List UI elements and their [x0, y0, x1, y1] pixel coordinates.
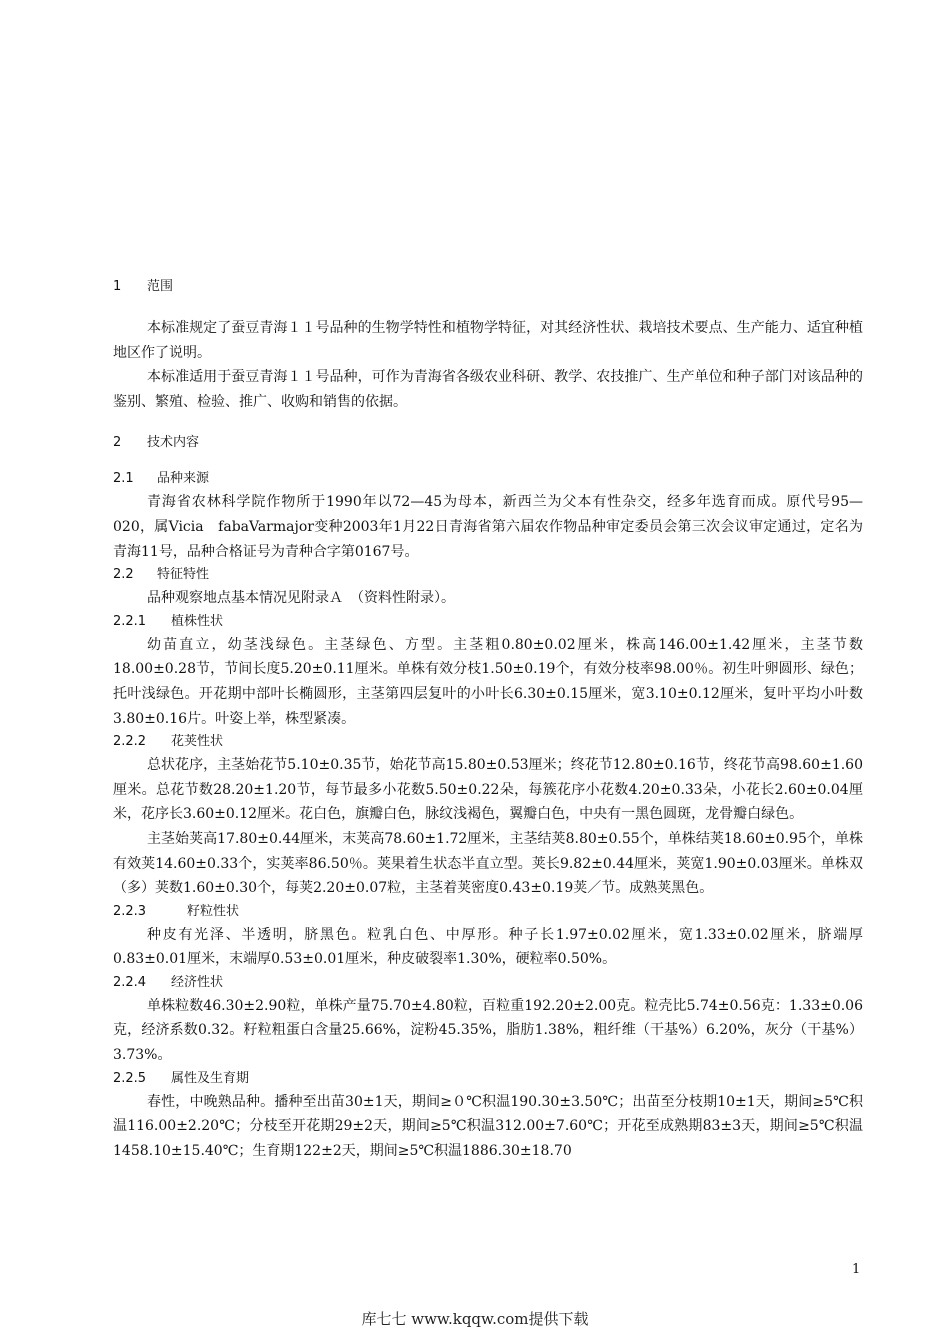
footer-text: 库七七 www.kqqw.com提供下载 — [361, 1310, 589, 1328]
subsection-title: 特征特性 — [157, 567, 210, 583]
subsection-heading — [113, 564, 863, 586]
subsection-title: 品种来源 — [157, 471, 210, 487]
section-heading-scope — [113, 276, 863, 298]
subsection-heading — [113, 1068, 863, 1090]
subsection-title: 花荚性状 — [171, 734, 224, 750]
paragraph: 本标准适用于蚕豆青海１１号品种，可作为青海省各级农业科研、教学、农技推广、生产单位和种子部门对该品种的鉴别、繁殖、检验、推广、收购和销售的依据。 — [113, 369, 863, 410]
paragraph: 品种观察地点基本情况见附录Ａ （资料性附录）。 — [147, 590, 455, 607]
paragraph: 本标准规定了蚕豆青海１１号品种的生物学特性和植物学特征，对其经济性状、栽培技术要点、生产能力、适宜种植地区作了说明。 — [113, 320, 863, 361]
paragraph: 种皮有光泽、半透明，脐黑色。粒乳白色、中厚形。种子长1.97±0.02厘米，宽1.33±0.02厘米，脐端厚0.83±0.01厘米，末端厚0.53±0.01厘米，种皮破裂率1.30%，硬粒率0.50%。 — [113, 926, 863, 968]
subsection-heading — [113, 468, 863, 490]
subsection-number: 2.2.3 — [113, 903, 147, 919]
section-title: 技术内容 — [147, 435, 200, 451]
subsection-number: 2.2.5 — [113, 1070, 147, 1086]
subsection-number: 2.2.1 — [113, 613, 147, 629]
paragraph: 总状花序，主茎始花节5.10±0.35节，始花节高15.80±0.53厘米；终花节12.80±0.16节，终花节高98.60±1.60厘米。总花节数28.20±1.20节，每节最多小花数5.50±0.22朵，每簇花序小花数4.20±0.33朵，小花长2.60±0.04厘米，花序长3.60±0.12厘米。花白色，旗瓣白色，脉纹浅褐色，翼瓣白色，中央有一黑色圆斑，龙骨瓣白绿色。 — [113, 757, 863, 823]
subsection-number: 2.2 — [113, 567, 134, 583]
subsection-heading — [113, 611, 863, 633]
subsection-heading — [113, 901, 863, 923]
subsection-title: 属性及生育期 — [171, 1070, 250, 1086]
paragraph: 青海省农林科学院作物所于1990年以72—45为母本，新西兰为父本有性杂交，经多年选育而成。原代号95—020，属Vicia fabaVarmajor变种2003年1月22日青海省第六届农作物品种审定委员会第三次会议审定通过，定名为青海11号，品种合格证号为青种合字第0167号。 — [113, 494, 863, 560]
subsection-number: 2.2.2 — [113, 734, 147, 750]
subsection-title: 籽粒性状 — [187, 903, 240, 919]
subsection-heading — [113, 972, 863, 994]
subsection-heading — [113, 731, 863, 753]
paragraph: 幼苗直立，幼茎浅绿色。主茎绿色、方型。主茎粗0.80±0.02厘米，株高146.00±1.42厘米，主茎节数18.00±0.28节，节间长度5.20±0.11厘米。单株有效分枝1.50±0.19个，有效分枝率98.00％。初生叶卵圆形、绿色；托叶浅绿色。开花期中部叶长椭圆形，主茎第四层复叶的小叶长6.30±0.15厘米，宽3.10±0.12厘米，复叶平均小叶数3.80±0.16片。叶姿上举，株型紧凑。 — [113, 636, 863, 727]
subsection-title: 经济性状 — [171, 974, 224, 990]
page-number: 1 — [852, 1262, 861, 1277]
paragraph: 主茎始荚高17.80±0.44厘米，末荚高78.60±1.72厘米，主茎结荚8.80±0.55个，单株结荚18.60±0.95个，单株有效荚14.60±0.33个，实荚率86.50％。荚果着生状态半直立型。荚长9.82±0.44厘米，荚宽1.90±0.03厘米。单株双（多）荚数1.60±0.30个，每荚2.20±0.07粒，主茎着荚密度0.43±0.19荚／节。成熟荚黑色。 — [113, 830, 863, 897]
section-number: 2 — [113, 435, 122, 451]
subsection-title: 植株性状 — [171, 613, 224, 629]
document-body — [113, 276, 863, 1163]
section-heading-technical — [113, 432, 863, 454]
subsection-number: 2.1 — [113, 471, 134, 487]
paragraph: 单株粒数46.30±2.90粒，单株产量75.70±4.80粒，百粒重192.20±2.00克。粒壳比5.74±0.56克：1.33±0.06克，经济系数0.32。籽粒粗蛋白含量25.66%，淀粉45.35%，脂肪1.38%，粗纤维（干基%）6.20%，灰分（干基%）3.73%。 — [113, 997, 863, 1064]
subsection-number: 2.2.4 — [113, 974, 147, 990]
paragraph: 春性，中晚熟品种。播种至出苗30±1天，期间≥０℃积温190.30±3.50℃；出苗至分枝期10±1天，期间≥5℃积温116.00±2.20℃；分枝至开花期29±2天，期间≥5℃积温312.00±7.60℃；开花至成熟期83±3天，期间≥5℃积温1458.10±15.40℃；生育期122±2天，期间≥5℃积温1886.30±18.70 — [113, 1093, 863, 1159]
section-number: 1 — [113, 279, 122, 294]
section-title: 范围 — [147, 279, 174, 294]
